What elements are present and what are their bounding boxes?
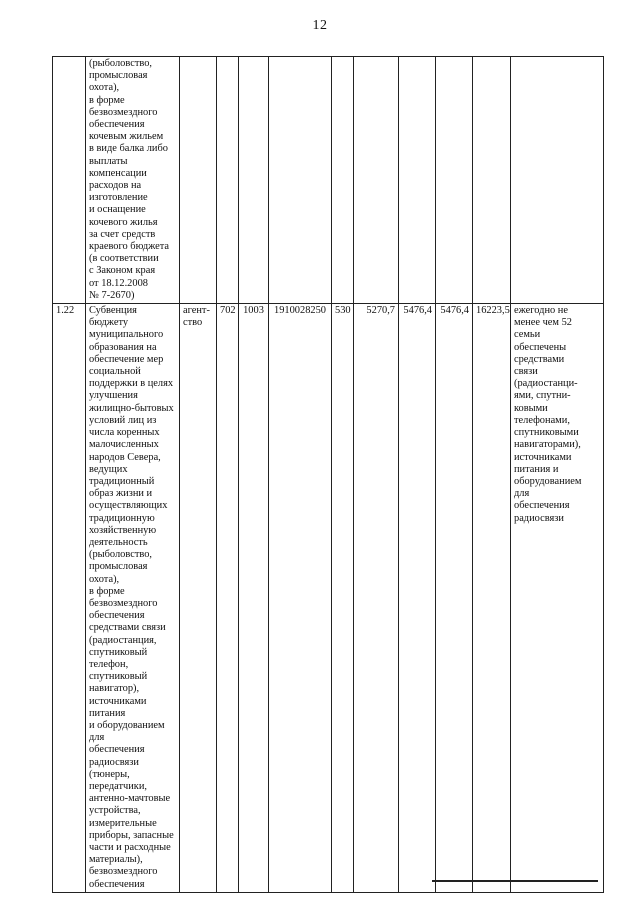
budget-table <box>52 56 604 893</box>
csr-cell <box>269 57 332 304</box>
grbs-cell: 702 <box>217 304 239 893</box>
year1-cell <box>354 57 399 304</box>
table-row <box>53 57 604 304</box>
page-number: 12 <box>312 18 328 33</box>
total-cell <box>473 57 511 304</box>
result-cell <box>511 57 604 304</box>
year2-cell <box>399 57 436 304</box>
csr-cell: 1910028250 <box>269 304 332 893</box>
year3-cell <box>436 57 473 304</box>
row-number-cell <box>53 57 86 304</box>
rzpr-cell: 1003 <box>239 304 269 893</box>
executor-cell <box>180 57 217 304</box>
year2-cell: 5476,4 <box>399 304 436 893</box>
year3-cell: 5476,4 <box>436 304 473 893</box>
grbs-cell <box>217 57 239 304</box>
rzpr-cell <box>239 57 269 304</box>
measure-name-cell: Субвенция бюджету муниципального образования на обеспечение мер социальной поддержки в целях улучшения жилищно-бытовых условий лиц из числа коренных малочисленных народов Севера, ведущих традиционный образ жизни и осуществляющих традиционную хозяйственную деятельность (рыболовство, промысловая охота), в форме безвозмездного обеспечения средствами связи (радиостанция, спутниковый телефон, спутниковый навигатор), источниками питания и оборудованием для обеспечения радиосвязи (тюнеры, передатчики, антенно-мачтовые устройства, измерительные приборы, запасные части и расходные материалы), безвозмездного обеспечения <box>86 304 180 893</box>
year1-cell: 5270,7 <box>354 304 399 893</box>
vr-cell <box>332 57 354 304</box>
result-cell: ежегодно не менее чем 52 семьи обеспечены средствами связи (радиостанци- ями, спутни- ковыми телефонами, спутниковыми навигаторами), источниками питания и оборудованием для обеспечения радиосвязи <box>511 304 604 893</box>
table-row <box>53 304 604 893</box>
executor-cell: агент- ство <box>180 304 217 893</box>
total-cell: 16223,5 <box>473 304 511 893</box>
signature-line <box>432 880 598 882</box>
row-number-cell: 1.22 <box>53 304 86 893</box>
measure-name-cell: (рыболовство, промысловая охота), в форме безвозмездного обеспечения кочевым жильем в виде балка либо выплаты компенсации расходов на изготовление и оснащение кочевого жилья за счет средств краевого бюджета (в соответствии с Законом края от 18.12.2008 № 7-2670) <box>86 57 180 304</box>
vr-cell: 530 <box>332 304 354 893</box>
